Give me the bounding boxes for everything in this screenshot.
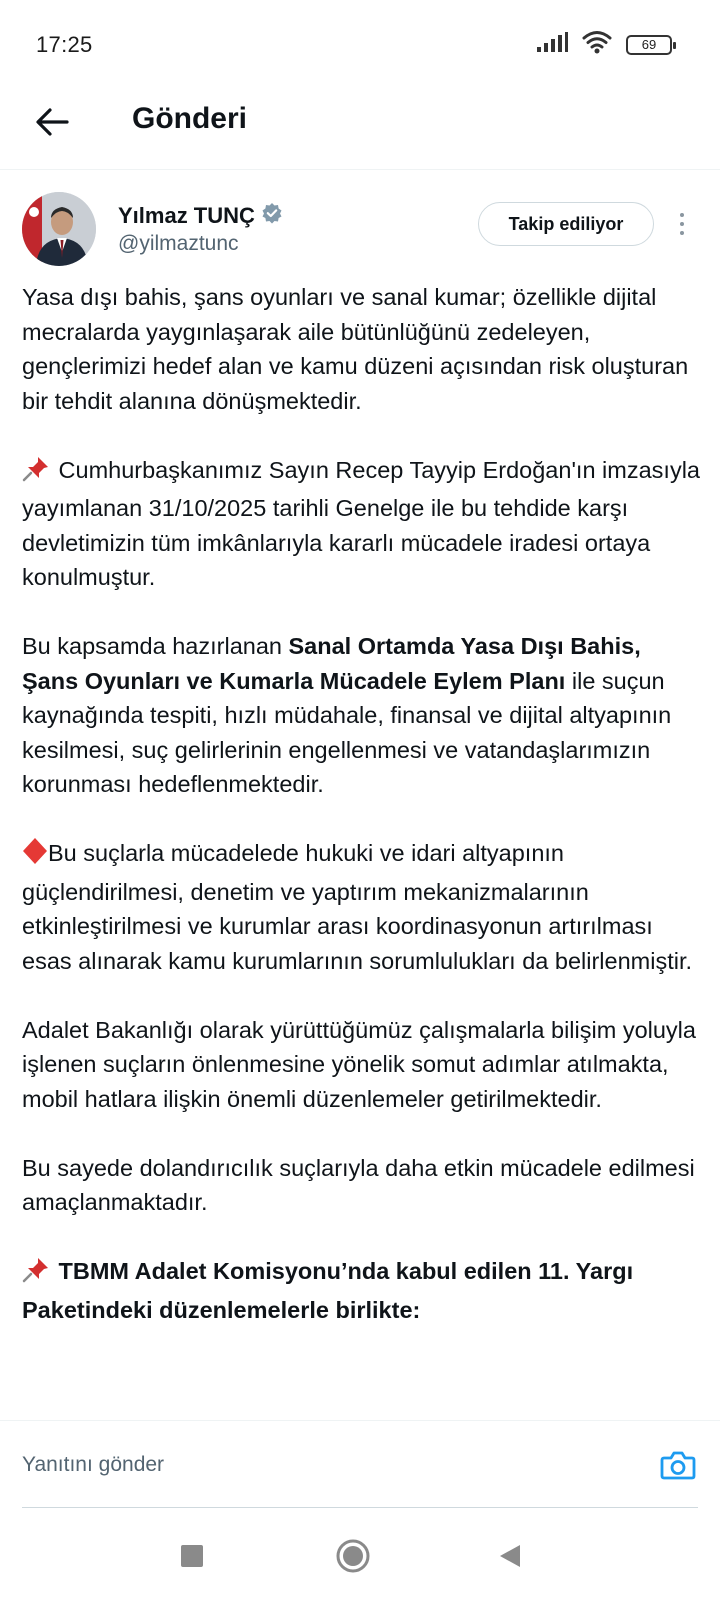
- author-handle[interactable]: @yilmaztunc: [118, 232, 239, 255]
- post-paragraph: Yasa dışı bahis, şans oyunları ve sanal kumar; özellikle dijital mecralarda yaygınlaşarak aile bütünlüğünü zedeleyen, gençlerimizi hedef alan ve kamu düzeni açısından risk oluşturan bir tehdit alanına dönüşmektedir.: [22, 284, 689, 414]
- reply-bar: [0, 1420, 720, 1510]
- post-paragraph: Bu kapsamda hazırlanan Sanal Ortamda Yasa Dışı Bahis, Şans Oyunları ve Kumarla Mücadele Eylem Planı ile suçun kaynağında tespiti, hızlı müdahale, finansal ve dijital altyapının kesilmesi, suç gelirlerinin engellenmesi ve vatandaşlarımızın korunması hedeflenmektedir.: [22, 633, 672, 797]
- square-recents-icon: [180, 1544, 204, 1573]
- back-button[interactable]: [28, 100, 76, 148]
- pushpin-icon: [22, 1255, 52, 1293]
- more-options-icon[interactable]: [672, 204, 692, 244]
- arrow-left-icon: [35, 107, 69, 142]
- verified-badge-icon: [261, 202, 283, 230]
- status-time: 17:25: [36, 32, 93, 57]
- wifi-icon: [582, 30, 612, 59]
- signal-icon: [536, 32, 568, 57]
- recents-button[interactable]: [162, 1528, 222, 1588]
- page-title: Gönderi: [132, 102, 248, 135]
- post-paragraph: Bu sayede dolandırıcılık suçlarıyla daha etkin mücadele edilmesi amaçlanmaktadır.: [22, 1154, 695, 1215]
- post-paragraph: Bu suçlarla mücadelede hukuki ve idari altyapının güçlendirilmesi, denetim ve yaptırım mekanizmalarının etkinleştirilmesi ve kurumlar arası koordinasyonun artırılması esas alınarak kamu kurumlarının sorumlulukları da belirlenmiştir.: [22, 836, 702, 978]
- camera-button[interactable]: [658, 1447, 698, 1487]
- post-text: [22, 280, 702, 1420]
- post-paragraph: [22, 1254, 702, 1327]
- author-name-text: Yılmaz TUNÇ: [118, 203, 255, 228]
- reply-input[interactable]: Yanıtını gönder: [22, 1453, 165, 1476]
- post-bold-text: Sanal Ortamda Yasa Dışı Bahis, Şans Oyunları ve Kumarla Mücadele Eylem Planı: [22, 633, 641, 694]
- back-nav-button[interactable]: [480, 1528, 540, 1588]
- post-paragraph: Cumhurbaşkanımız Sayın Recep Tayyip Erdoğan'ın imzasıyla yayımlanan 31/10/2025 tarihli Genelge ile bu tehdide karşı devletimizin tüm imkânlarıyla kararlı mücadele iradesi ortaya konulmuştur.: [22, 453, 702, 595]
- red-diamond-icon: [22, 837, 48, 875]
- divider: [22, 1507, 698, 1508]
- home-button[interactable]: [323, 1528, 383, 1588]
- post-paragraph: Adalet Bakanlığı olarak yürüttüğümüz çalışmalarla bilişim yoluyla işlenen suçların önlenmesine yönelik somut adımlar atılmakta, mobil hatlara ilişkin önemli düzenlemeler getirilmektedir.: [22, 1016, 696, 1112]
- status-icons: [536, 30, 672, 59]
- battery-icon: 69: [626, 35, 672, 55]
- pushpin-icon: [22, 454, 52, 492]
- following-button[interactable]: Takip ediliyor: [478, 202, 654, 246]
- post-bold-text: TBMM Adalet Komisyonu’nda kabul edilen 11. Yargı Paketindeki düzenlemelerle birlikte:: [22, 1258, 634, 1323]
- top-app-bar: [0, 90, 720, 170]
- avatar[interactable]: [22, 192, 96, 266]
- system-nav-bar: [0, 1510, 720, 1600]
- post-author: [0, 190, 720, 270]
- author-name[interactable]: [118, 202, 283, 230]
- circle-home-icon: [335, 1538, 371, 1579]
- camera-icon: [660, 1449, 696, 1486]
- triangle-back-icon: [497, 1543, 523, 1574]
- status-bar: [0, 0, 720, 90]
